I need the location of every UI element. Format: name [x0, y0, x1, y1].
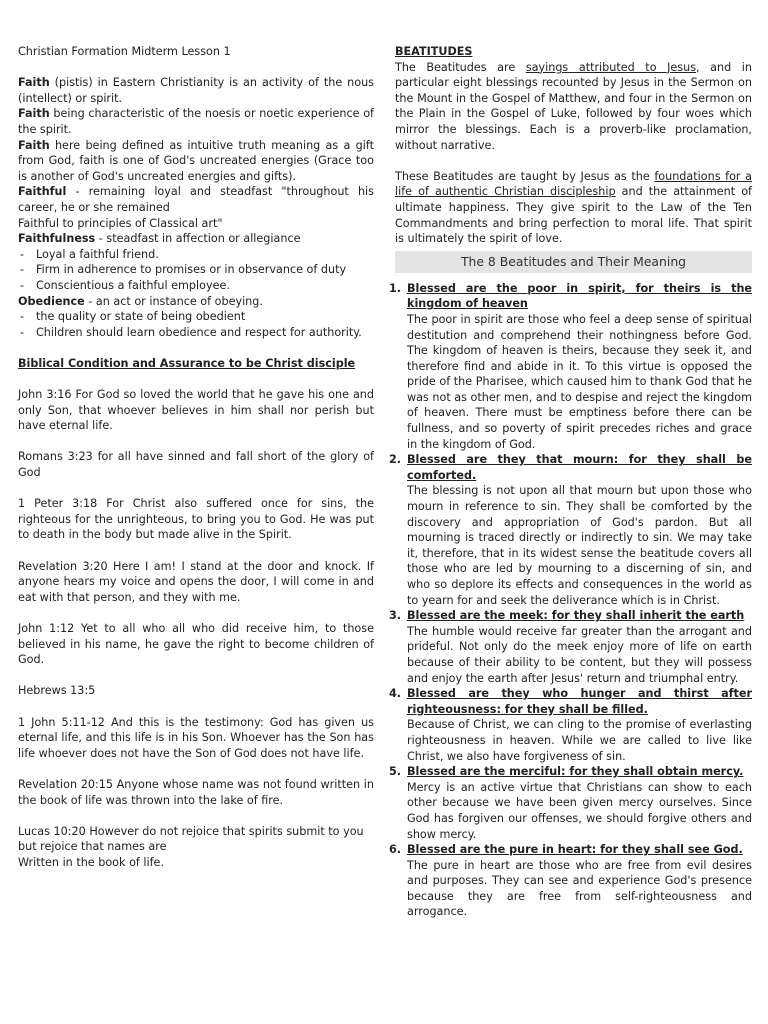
list-item: - Children should learn obedience and respect for authority.: [18, 325, 374, 341]
lesson-title: Christian Formation Midterm Lesson 1: [18, 45, 231, 58]
intro-text: The Beatitudes are: [395, 60, 526, 74]
term: Faithful: [18, 185, 67, 199]
beatitudes-foundation: [395, 169, 752, 247]
beatitude-title: Blessed are the merciful: for they shall obtain mercy.: [407, 765, 744, 779]
beatitude-item-5: [389, 764, 752, 842]
beatitude-title: Blessed are the pure in heart: for they shall see God.: [407, 843, 743, 857]
faithful-definition-cont: Faithful to principles of Classical art": [18, 216, 223, 230]
beatitude-title: Blessed are the meek: for they shall inherit the earth: [407, 609, 745, 623]
verse-hebrews-13-5: Hebrews 13:5: [18, 684, 96, 698]
beatitude-title: Blessed are they who hunger and thirst after righteousness: for they shall be filled.: [407, 687, 752, 716]
obedience-list: [18, 309, 374, 340]
intro-link[interactable]: sayings attributed to Jesus: [525, 60, 697, 74]
verse-lucas-10-20-cont: Written in the book of life.: [18, 855, 164, 869]
faith-definition-2: [18, 106, 374, 137]
definition: here being defined as intuitive truth meaning as a gift from God, faith is one of God's uncreated energies (Grace too is another of God's uncreated energies and gifts).: [18, 138, 374, 183]
foundation-link[interactable]: foundations for a life of authentic Christian discipleship: [395, 169, 752, 199]
beatitude-item-2: [389, 452, 752, 608]
faithful-definition: [18, 184, 374, 215]
definition: (pistis) in Eastern Christianity is an activity of the nous (intellect) or spirit.: [18, 76, 374, 105]
term: Faith: [18, 76, 50, 90]
term: Faithfulness: [18, 232, 96, 246]
verse-1-peter-3-18: 1 Peter 3:18 For Christ also suffered once for sins, the righteous for the unrighteous, to bring you to God. He was put to death in the body but made alive in the Spirit.: [18, 497, 374, 542]
verse-lucas-10-20: Lucas 10:20 However do not rejoice that spirits submit to you but rejoice that names are: [18, 824, 364, 854]
right-column: [389, 44, 752, 920]
faith-definition-3: [18, 138, 374, 185]
item-number: 6.: [389, 843, 402, 857]
verse-romans-3-23: Romans 3:23 for all have sinned and fall short of the glory of God: [18, 450, 374, 480]
section-heading: Biblical Condition and Assurance to be Christ disciple: [18, 356, 356, 370]
term: Obedience: [18, 294, 85, 308]
foundation-text: These Beatitudes are taught by Jesus as the: [395, 169, 655, 183]
list-item: - Conscientious a faithful employee.: [18, 278, 374, 294]
beatitude-text: The humble would receive far greater than the arrogant and prideful. Not only do the meek enjoy more of life on earth because of their ability to be content, but they will possess and enjoy the earth after Jesus' return and triumphal entry.: [407, 624, 752, 685]
beatitudes-banner: The 8 Beatitudes and Their Meaning: [395, 251, 752, 273]
beatitude-title: Blessed are the poor in spirit, for theirs is the kingdom of heaven: [407, 281, 752, 311]
item-number: 1.: [389, 281, 402, 295]
verse-revelation-20-15: Revelation 20:15 Anyone whose name was not found written in the book of life was thrown into the lake of fire.: [18, 777, 374, 807]
beatitude-text: The blessing is not upon all that mourn but upon those who mourn in reference to sin. They shall be comforted by the discovery and appropriation of God's pardon. But all mourning is traced directly or indirectly to sin. We may take it, therefore, that in its widest sense the beatitude covers all those who are led by mourning to a discerning of sin, and who so deplore its effects and consequences in the world as to yearn for and seek the deliverance which is in Christ.: [407, 484, 752, 607]
definition: - steadfast in affection or allegiance: [95, 232, 301, 246]
faith-definition-1: [18, 75, 374, 106]
beatitude-item-3: [389, 608, 752, 686]
beatitudes-list: [389, 281, 752, 920]
item-number: 3.: [389, 609, 402, 623]
left-column: [18, 44, 374, 870]
foundation-text: and the attainment of ultimate happiness. They give spirit to the Law of the Ten Commandments and bring perfection to moral life. That spirit is ultimately the spirit of love.: [395, 185, 752, 246]
list-item: - the quality or state of being obedient: [18, 309, 374, 325]
beatitude-text: The poor in spirit are those who feel a deep sense of spiritual destitution and comprehend their nothingness before God. The kingdom of heaven is theirs, because they seek it, and therefore find and abide in it. To this virtue is opposed the pride of the Pharisee, which caused him to thank God that he was not as other men, and to despise and reject the kingdom of heaven. There must be emptiness before there can be fullness, and so poverty of spirit precedes riches and grace in the kingdom of God.: [407, 312, 752, 451]
beatitude-text: The pure in heart are those who are free from evil desires and purposes. They can see and experience God's presence because they are free from self-righteousness and arrogance.: [407, 858, 752, 919]
beatitudes-heading: BEATITUDES: [395, 45, 473, 58]
intro-text: , and in particular eight blessings recounted by Jesus in the Sermon on the Mount in the Gospel of Matthew, and four in the Sermon on the Plain in the Gospel of Luke, followed by four woes which mirror the blessings. Each is a proverb-like proclamation, without narrative.: [395, 60, 752, 152]
list-item: - Firm in adherence to promises or in observance of duty: [18, 262, 374, 278]
verse-1-john-5-11: 1 John 5:11-12 And this is the testimony: God has given us eternal life, and this life is in his Son. Whoever has the Son has life whoever does not have the Son of God does not have life.: [18, 715, 374, 760]
term: Faith: [18, 107, 50, 121]
list-item: - Loyal a faithful friend.: [18, 247, 374, 263]
obedience-definition: [18, 294, 374, 310]
beatitude-item-4: [389, 686, 752, 764]
item-number: 5.: [389, 765, 402, 779]
definition: being characteristic of the noesis or noetic experience of the spirit.: [18, 107, 374, 136]
definition: - remaining loyal and steadfast "throughout his career, he or she remained: [18, 185, 374, 214]
verse-john-3-16: John 3:16 For God so loved the world that he gave his one and only Son, that whoever believes in him shall nor perish but have eternal life.: [18, 388, 374, 433]
definition: - an act or instance of obeying.: [84, 294, 263, 308]
faithfulness-list: [18, 247, 374, 294]
verse-revelation-3-20: Revelation 3:20 Here I am! I stand at the door and knock. If anyone hears my voice and opens the door, I will come in and eat with that person, and they with me.: [18, 559, 374, 604]
term: Faith: [18, 138, 50, 152]
faithfulness-definition: [18, 231, 374, 247]
item-number: 2.: [389, 453, 402, 467]
beatitude-item-1: [389, 281, 752, 453]
beatitude-text: Because of Christ, we can cling to the promise of everlasting righteousness in heaven. While we are called to live like Christ, we also have forgiveness of sin.: [407, 718, 752, 763]
verse-john-1-12: John 1:12 Yet to all who all who did receive him, to those believed in his name, he gave the right to become children of God.: [18, 621, 374, 667]
beatitude-text: Mercy is an active virtue that Christians can show to each other because we have been given mercy ourselves. Since God has forgiven our offenses, we should forgive others and show mercy.: [407, 780, 752, 841]
beatitudes-intro: [395, 60, 752, 154]
beatitude-item-6: [389, 842, 752, 920]
beatitude-title: Blessed are they that mourn: for they shall be comforted.: [407, 453, 752, 482]
item-number: 4.: [389, 687, 402, 701]
